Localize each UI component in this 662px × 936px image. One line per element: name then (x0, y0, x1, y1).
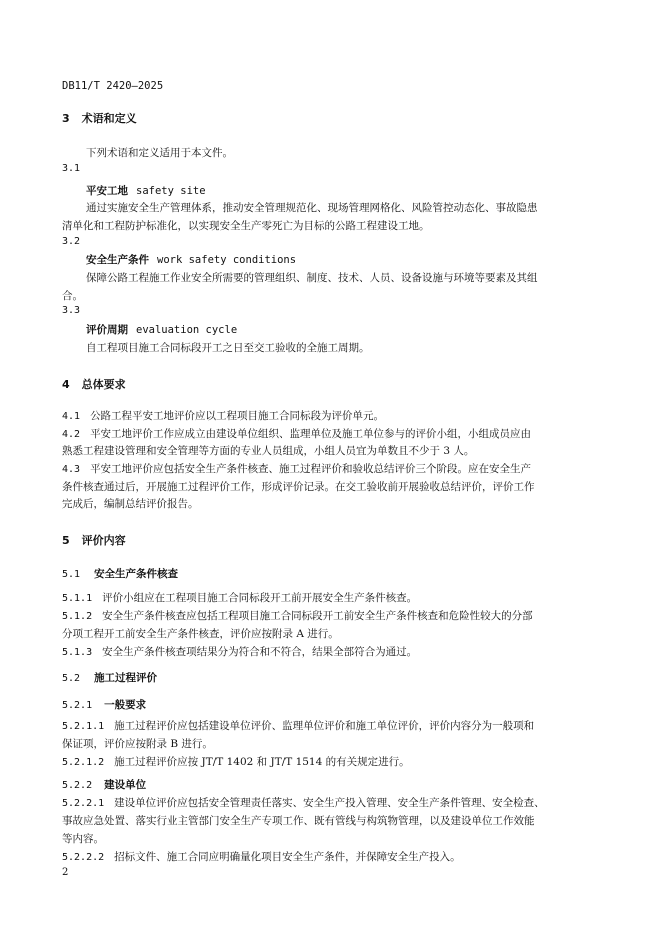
paragraph-intro: 下列术语和定义适用于本文件。 (86, 147, 233, 159)
clause-text-cont: 保证项，评价应按附录 B 进行。 (62, 738, 213, 750)
section-number: 3 (62, 112, 70, 125)
clause-text-cont: 分项工程开工前安全生产条件核查，评价应按附录 A 进行。 (62, 628, 339, 640)
page-number: 2 (62, 867, 69, 878)
clause-text: 招标文件、施工合同应明确量化项目安全生产条件，并保障安全生产投入。 (114, 851, 461, 863)
term-number: 3.2 (62, 236, 81, 247)
subsection-title: 一般要求 (104, 699, 147, 711)
header-code: DB11/T 2420—2025 (62, 80, 164, 92)
subsection-title: 建设单位 (104, 779, 147, 791)
term-en: safety site (136, 185, 206, 197)
clause-5-1-2 (62, 608, 533, 623)
term-number: 3.3 (62, 305, 81, 316)
clause-4-2 (62, 426, 531, 441)
clause-5-2-1-1 (62, 718, 534, 733)
subsection-5-1-heading (62, 566, 178, 581)
subsection-5-2-1-heading (62, 697, 146, 712)
clause-number: 5.2.2.1 (62, 798, 105, 809)
term-heading (86, 183, 206, 198)
clause-5-2-2-1 (62, 795, 545, 810)
subsection-number: 5.2.1 (62, 700, 93, 711)
term-definition: 保障公路工程施工作业安全所需要的管理组织、制度、技术、人员、设备设施与环境等要素及其组 (86, 272, 538, 284)
clause-number: 5.2.2.2 (62, 852, 105, 863)
clause-5-2-1-2 (62, 754, 410, 769)
section-5-heading (62, 532, 126, 548)
term-definition-cont: 清单化和工程防护标准化，以实现安全生产零死亡为目标的公路工程建设工地。 (62, 220, 430, 232)
clause-number: 4.3 (62, 464, 81, 475)
clause-number: 5.1.2 (62, 611, 93, 622)
clause-4-1 (62, 408, 384, 423)
clause-number: 5.2.1.1 (62, 721, 105, 732)
clause-text: 安全生产条件核查项结果分为符合和不符合，结果全部符合为通过。 (102, 646, 418, 658)
term-en: work safety conditions (157, 254, 297, 266)
term-definition: 通过实施安全生产管理体系，推动安全管理规范化、现场管理网格化、风险管控动态化、事故隐患 (86, 202, 538, 214)
subsection-number: 5.1 (62, 569, 81, 580)
clause-5-1-3 (62, 644, 417, 659)
section-number: 5 (62, 534, 70, 547)
subsection-title: 施工过程评价 (94, 672, 158, 684)
subsection-5-2-2-heading (62, 777, 146, 792)
clause-5-2-2-2 (62, 849, 461, 864)
term-definition-cont: 合。 (62, 290, 83, 302)
term-definition: 自工程项目施工合同标段开工之日至交工验收的全施工周期。 (86, 342, 370, 354)
clause-text: 公路工程平安工地评价应以工程项目施工合同标段为评价单元。 (90, 410, 385, 422)
term-heading (86, 252, 296, 267)
clause-text: 建设单位评价应包括安全管理责任落实、安全生产投入管理、安全生产条件管理、安全检查、 (114, 797, 545, 809)
clause-text-cont: 完成后，编制总结评价报告。 (62, 498, 199, 510)
clause-text: 平安工地评价应包括安全生产条件核查、施工过程评价和验收总结评价三个阶段。应在安全生产 (90, 463, 532, 475)
section-number: 4 (62, 378, 70, 391)
term-zh: 平安工地 (86, 185, 128, 197)
clause-text: 安全生产条件核查应包括工程项目施工合同标段开工前安全生产条件核查和危险性较大的分部 (102, 610, 533, 622)
subsection-number: 5.2.2 (62, 780, 93, 791)
term-en: evaluation cycle (136, 324, 238, 336)
term-zh: 评价周期 (86, 324, 128, 336)
clause-text-cont: 熟悉工程建设管理和安全管理等方面的专业人员组成，小组人员宜为单数且不少于 3 人。 (62, 445, 475, 457)
subsection-number: 5.2 (62, 673, 81, 684)
term-zh: 安全生产条件 (86, 254, 149, 266)
clause-number: 5.1.3 (62, 647, 93, 658)
section-title: 术语和定义 (81, 112, 137, 125)
clause-text: 平安工地评价工作应成立由建设单位组织、监理单位及施工单位参与的评价小组，小组成员应由 (90, 428, 532, 440)
clause-number: 4.1 (62, 411, 81, 422)
section-4-heading (62, 376, 126, 392)
section-title: 总体要求 (81, 378, 126, 391)
clause-text-cont: 条件核查通过后，开展施工过程评价工作，形成评价记录。在交工验收前开展验收总结评价，评价工作 (62, 481, 535, 493)
section-title: 评价内容 (81, 534, 126, 547)
clause-text-cont: 事故应急处置、落实行业主管部门安全生产专项工作、既有管线与构筑物管理，以及建设单位工作效能 (62, 815, 535, 827)
clause-number: 4.2 (62, 429, 81, 440)
subsection-title: 安全生产条件核查 (94, 568, 179, 580)
section-3-heading (62, 110, 137, 126)
clause-text: 评价小组应在工程项目施工合同标段开工前开展安全生产条件核查。 (102, 592, 418, 604)
clause-5-1-1 (62, 590, 417, 605)
clause-text-cont: 等内容。 (62, 833, 104, 845)
clause-text: 施工过程评价应包括建设单位评价、监理单位评价和施工单位评价，评价内容分为一般项和 (114, 720, 535, 732)
clause-number: 5.2.1.2 (62, 757, 105, 768)
term-heading (86, 322, 237, 337)
clause-number: 5.1.1 (62, 593, 93, 604)
term-number: 3.1 (62, 163, 81, 174)
subsection-5-2-heading (62, 670, 157, 685)
clause-text: 施工过程评价应按 JT/T 1402 和 JT/T 1514 的有关规定进行。 (114, 756, 410, 768)
clause-4-3 (62, 461, 531, 476)
